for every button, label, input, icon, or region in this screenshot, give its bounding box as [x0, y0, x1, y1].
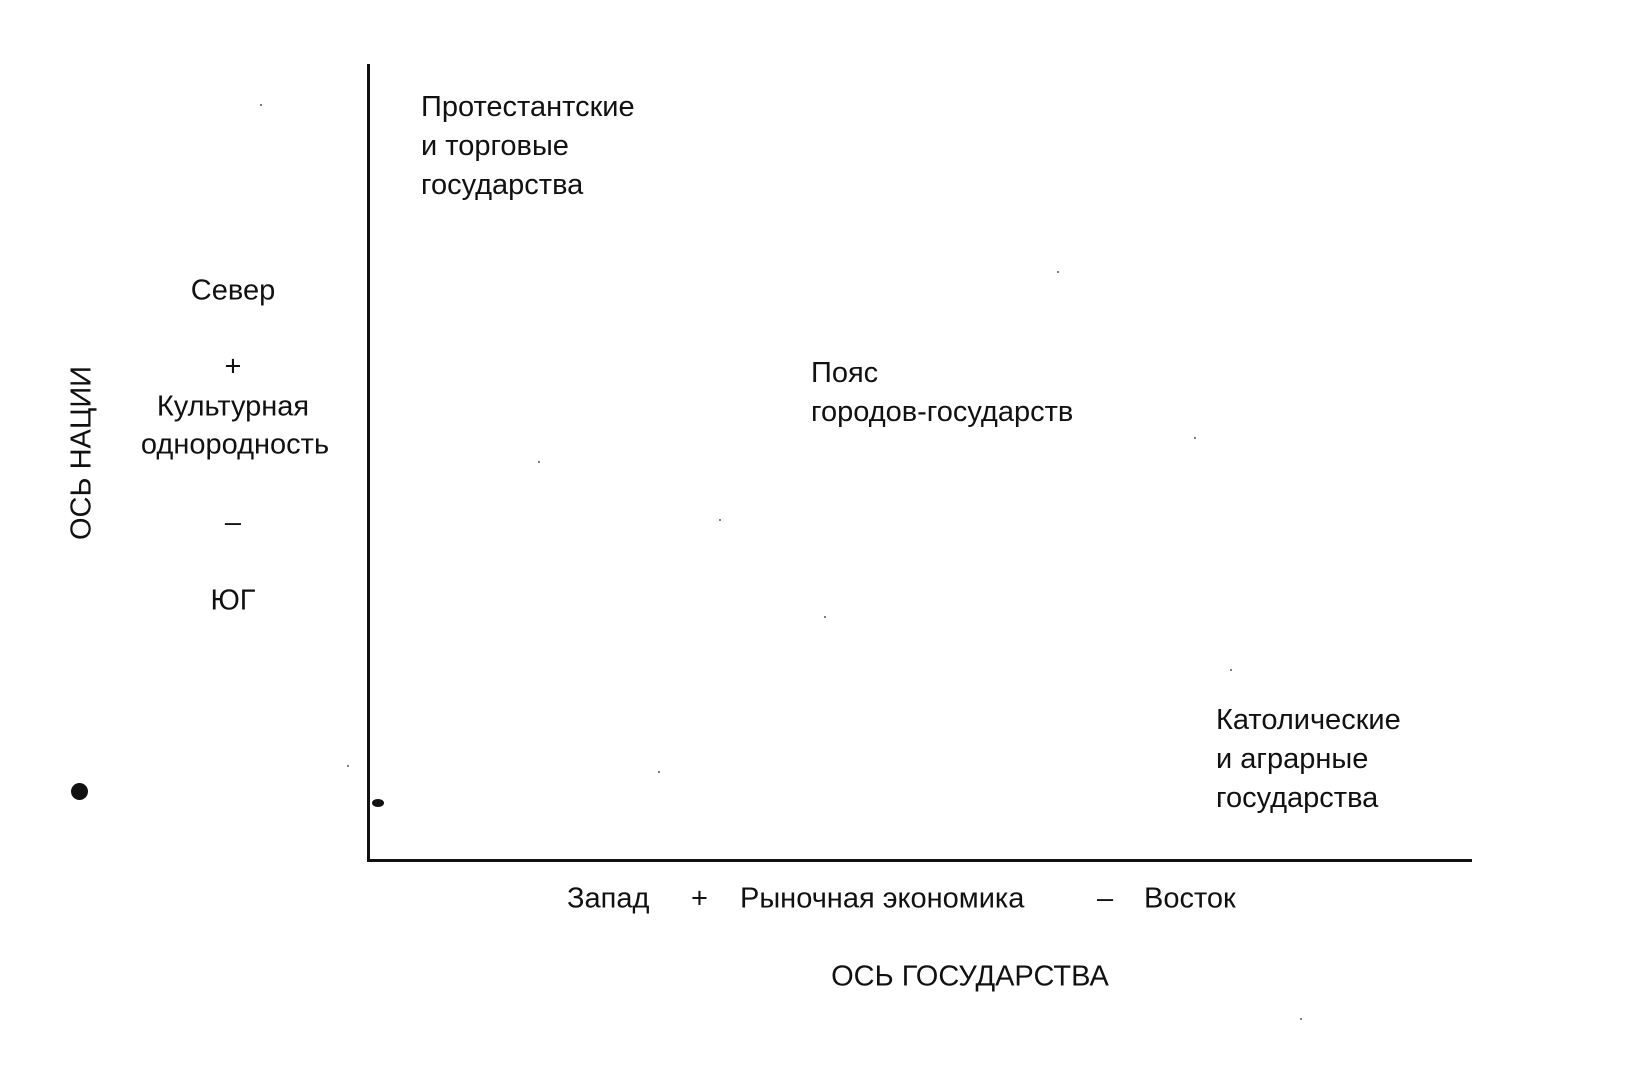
label-west: Запад: [567, 882, 650, 915]
region-protestant-line: Протестантские: [421, 91, 635, 123]
label-plus-west: +: [691, 882, 708, 915]
label-plus-north: +: [224, 350, 242, 383]
vertical-axis-line: [367, 64, 370, 862]
scan-speck: [1300, 1018, 1302, 1020]
scan-artifact-dot: [71, 783, 88, 800]
region-protestant-trading-states: [421, 88, 635, 205]
label-minus-east: –: [1097, 882, 1114, 915]
scan-speck: [719, 519, 721, 521]
label-homogeneity: однородность: [140, 428, 330, 461]
horizontal-axis-title: ОСЬ ГОСУДАРСТВА: [831, 960, 1109, 993]
label-minus-south: –: [224, 506, 242, 539]
scan-speck: [1057, 271, 1059, 273]
scan-speck: [538, 461, 540, 463]
region-catholic-agrarian-states: [1216, 701, 1401, 818]
scan-artifact-mark: [372, 799, 384, 807]
region-protestant-line: государства: [421, 169, 584, 201]
scan-speck: [1194, 437, 1196, 439]
region-catholic-line: и аграрные: [1216, 743, 1369, 775]
label-market-economy: Рыночная экономика: [740, 882, 1025, 915]
label-north: Север: [190, 274, 276, 307]
label-south: ЮГ: [210, 584, 256, 617]
region-protestant-line: и торговые: [421, 130, 569, 162]
region-catholic-line: Католические: [1216, 704, 1401, 736]
label-east: Восток: [1144, 882, 1236, 915]
region-city-belt-line: городов-государств: [811, 396, 1074, 428]
label-cultural: Культурная: [156, 390, 310, 423]
region-catholic-line: государства: [1216, 782, 1379, 814]
scan-speck: [260, 104, 262, 106]
scan-speck: [1230, 669, 1232, 671]
horizontal-axis-line: [367, 859, 1472, 862]
vertical-axis-title: ОСЬ НАЦИИ: [65, 365, 98, 541]
region-city-belt-line: Пояс: [811, 357, 879, 389]
scan-speck: [347, 765, 349, 767]
scan-speck: [824, 616, 826, 618]
scan-speck: [658, 771, 660, 773]
region-city-state-belt: [811, 354, 1073, 432]
